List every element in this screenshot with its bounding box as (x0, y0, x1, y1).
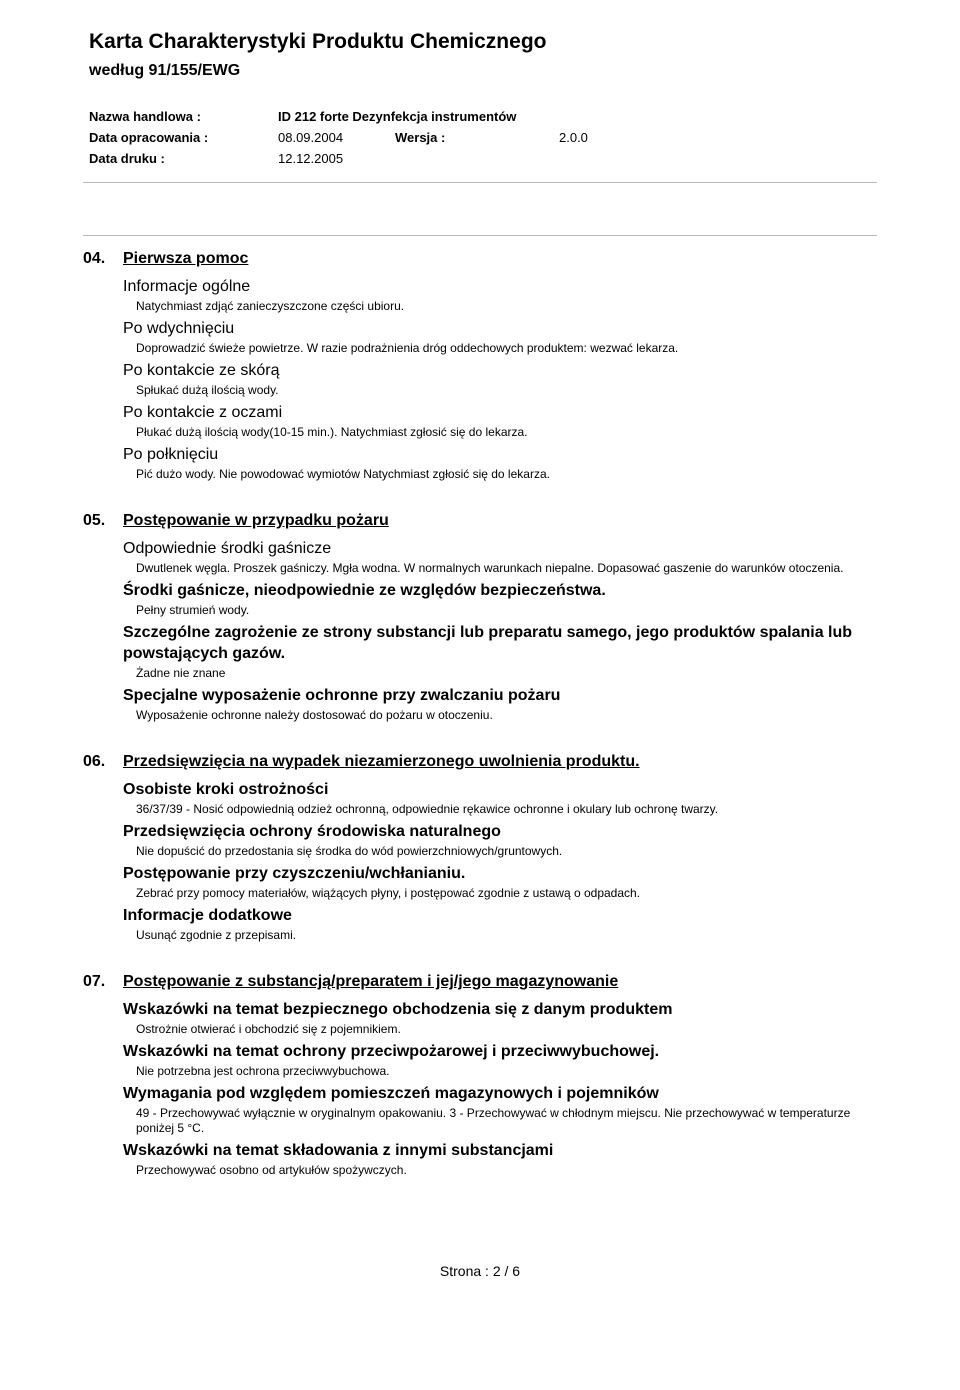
subsection-text: Płukać dużą ilością wody(10-15 min.). Natychmiast zgłosić się do lekarza. (136, 425, 528, 439)
version-label: Wersja : (395, 130, 446, 145)
subsection-text: Doprowadzić świeże powietrze. W razie podrażnienia dróg oddechowych produktem: wezwać lekarza. (136, 341, 679, 355)
subsection-heading: Po połknięciu (123, 446, 219, 463)
subsection-text: Wyposażenie ochronne należy dostosować do pożaru w otoczeniu. (136, 708, 493, 722)
section-number: 04. (83, 250, 106, 267)
document-title: Karta Charakterystyki Produktu Chemicznego (89, 30, 547, 53)
subsection-heading: Specjalne wyposażenie ochronne przy zwalczaniu pożaru (123, 687, 561, 704)
section-title: Przedsięwzięcia na wypadek niezamierzonego uwolnienia produktu. (123, 753, 640, 770)
section-number: 06. (83, 753, 106, 770)
header-divider-bottom (83, 235, 877, 236)
section-05 (83, 508, 877, 723)
subsection-heading: Postępowanie przy czyszczeniu/wchłanianiu. (123, 865, 466, 882)
subsection-heading: Informacje ogólne (123, 278, 251, 295)
section-title: Postępowanie w przypadku pożaru (123, 512, 389, 529)
section-04 (83, 246, 877, 482)
print-date-label: Data druku : (89, 151, 165, 166)
subsection-heading: Po kontakcie ze skórą (123, 362, 280, 379)
trade-name-value: ID 212 forte Dezynfekcja instrumentów (278, 109, 517, 124)
document-header (89, 28, 546, 82)
subsection-heading: Wskazówki na temat ochrony przeciwpożarowej i przeciwwybuchowej. (123, 1043, 660, 1060)
section-number: 05. (83, 512, 106, 529)
trade-name-label: Nazwa handlowa : (89, 109, 201, 124)
section-06 (83, 749, 877, 943)
subsection-heading: Po wdychnięciu (123, 320, 235, 337)
prepared-date-label: Data opracowania : (89, 130, 209, 145)
print-date-value: 12.12.2005 (278, 151, 344, 166)
section-heading (83, 246, 877, 272)
subsection-heading: Odpowiednie środki gaśnicze (123, 540, 332, 557)
section-title: Pierwsza pomoc (123, 250, 249, 267)
subsection-text: Żadne nie znane (136, 666, 226, 680)
section-heading (83, 969, 877, 995)
version-value: 2.0.0 (559, 130, 588, 145)
subsection-text: Pić dużo wody. Nie powodować wymiotów Natychmiast zgłosić się do lekarza. (136, 467, 550, 481)
subsection-heading: Wskazówki na temat bezpiecznego obchodzenia się z danym produktem (123, 1001, 673, 1018)
subsection-text: Dwutlenek węgla. Proszek gaśniczy. Mgła wodna. W normalnych warunkach niepalne. Dopasować gaszenie do warunków otoczenia. (136, 561, 844, 575)
subsection-text: Usunąć zgodnie z przepisami. (136, 928, 297, 942)
subsection-text: 49 - Przechowywać wyłącznie w oryginalnym opakowaniu. 3 - Przechowywać w chłodnym miejscu. Nie przechowywać w temperaturze poniżej 5 °C. (136, 1106, 851, 1135)
subsection-heading: Wymagania pod względem pomieszczeń magazynowych i pojemników (123, 1085, 659, 1102)
subsection-text: Ostrożnie otwierać i obchodzić się z pojemnikiem. (136, 1022, 401, 1036)
subsection-heading: Środki gaśnicze, nieodpowiednie ze względów bezpieczeństwa. (123, 582, 606, 599)
subsection-text: Spłukać dużą ilością wody. (136, 383, 279, 397)
subsection-text: 36/37/39 - Nosić odpowiednią odzież ochronną, odpowiednie rękawice ochronne i okulary lub ochronę twarzy. (136, 802, 719, 816)
subsection-text: Pełny strumień wody. (136, 603, 250, 617)
subsection-heading: Szczególne zagrożenie ze strony substancji lub preparatu samego, jego produktów spalania lub powstających gazów. (123, 624, 853, 662)
section-heading (83, 749, 877, 775)
subsection-text: Nie potrzebna jest ochrona przeciwwybuchowa. (136, 1064, 390, 1078)
document-subtitle: według 91/155/EWG (89, 62, 241, 79)
subsection-heading: Wskazówki na temat składowania z innymi substancjami (123, 1142, 554, 1159)
section-number: 07. (83, 973, 106, 990)
page-number: Strona : 2 / 6 (439, 1263, 521, 1279)
subsection-heading: Przedsięwzięcia ochrony środowiska naturalnego (123, 823, 501, 840)
section-07 (83, 969, 877, 1178)
subsection-text: Zebrać przy pomocy materiałów, wiążących płyny, i postępować zgodnie z ustawą o odpadach. (136, 886, 641, 900)
subsection-heading: Osobiste kroki ostrożności (123, 781, 329, 798)
subsection-text: Nie dopuścić do przedostania się środka do wód powierzchniowych/gruntowych. (136, 844, 563, 858)
section-title: Postępowanie z substancją/preparatem i jej/jego magazynowanie (123, 973, 619, 990)
subsection-heading: Po kontakcie z oczami (123, 404, 283, 421)
prepared-date-value: 08.09.2004 (278, 130, 344, 145)
subsection-text: Przechowywać osobno od artykułów spożywczych. (136, 1163, 407, 1177)
subsection-heading: Informacje dodatkowe (123, 907, 292, 924)
subsection-text: Natychmiast zdjąć zanieczyszczone części ubioru. (136, 299, 405, 313)
header-divider-top (83, 182, 877, 183)
section-heading (83, 508, 877, 534)
document-body (83, 246, 877, 1180)
